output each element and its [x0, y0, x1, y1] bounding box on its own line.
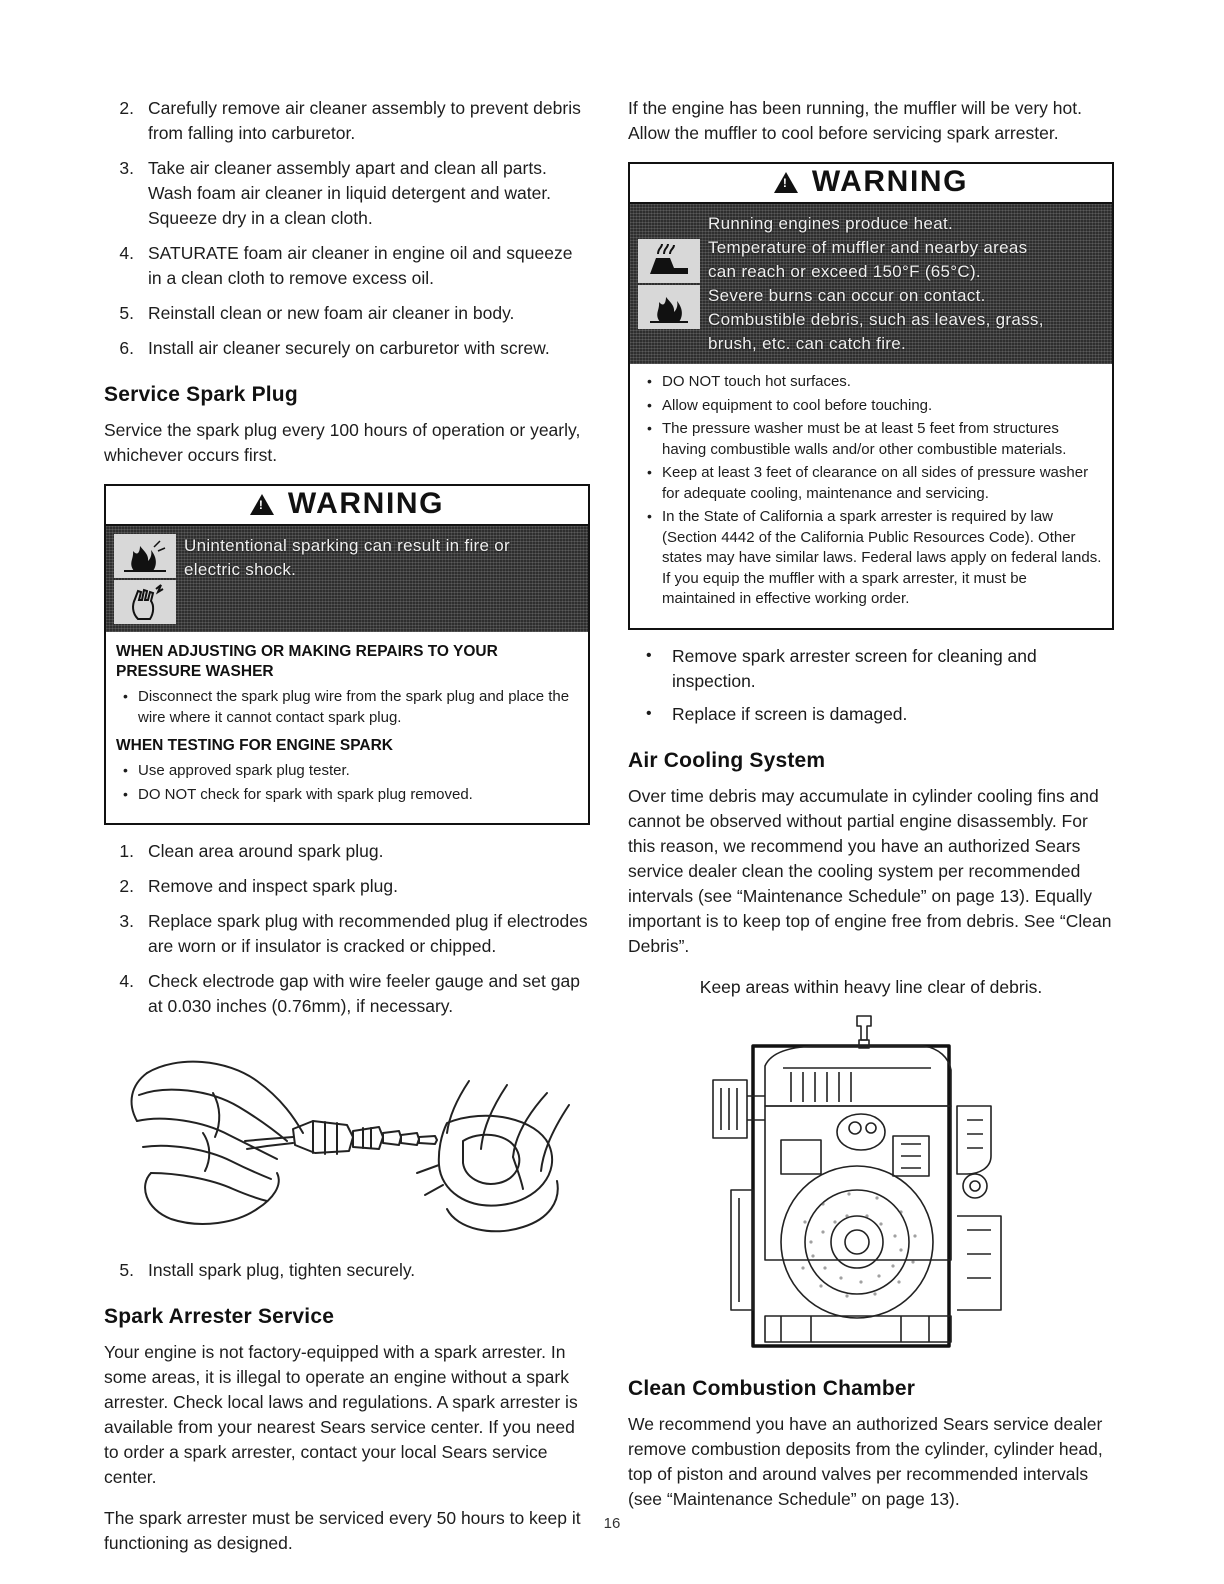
list-item — [104, 1258, 590, 1283]
warning-body — [630, 364, 1112, 628]
warning-dark-panel — [630, 204, 1112, 364]
list-item — [104, 839, 590, 864]
step-text: Replace spark plug with recommended plug if electrodes are worn or if insulator is cracked or chipped. — [148, 911, 588, 956]
step-text: Clean area around spark plug. — [148, 841, 384, 861]
list-item: • Keep at least 3 feet of clearance on all sides of pressure washer for adequate cooling, maintenance and servicing. — [640, 463, 1102, 504]
arrester-bullets — [628, 644, 1114, 727]
warning-subhead-testing: WHEN TESTING FOR ENGINE SPARK — [116, 737, 394, 754]
warning-subhead-adjusting: WHEN ADJUSTING OR MAKING REPAIRS TO YOUR PRESSURE WASHER — [116, 643, 498, 680]
warning-icon-column — [106, 532, 184, 626]
warning-icon-column — [630, 210, 708, 358]
list-item — [104, 156, 590, 231]
step-text: SATURATE foam air cleaner in engine oil and squeeze in a clean cloth to remove excess oil. — [148, 243, 573, 288]
fire-icon — [638, 285, 700, 329]
list-item — [104, 241, 590, 291]
warning-line: Unintentional sparking can result in fire or — [184, 536, 510, 555]
step-number: 3. — [119, 158, 134, 178]
step-text: Check electrode gap with wire feeler gauge and set gap at 0.030 inches (0.76mm), if necessary. — [148, 971, 580, 1016]
warning-box-spark — [104, 484, 590, 825]
list-item: • In the State of California a spark arrester is required by law (Section 4442 of the California Public Resources Code). Other states may have similar laws. Federal laws apply on federal lands. If you equip the muffler with a spark arrester, it must be maintained in effective working order. — [640, 507, 1102, 610]
step-text: Remove and inspect spark plug. — [148, 876, 398, 896]
list-item: • Allow equipment to cool before touching. — [640, 396, 1102, 417]
list-item: • Use approved spark plug tester. — [116, 761, 578, 782]
clean-combustion-paragraph: We recommend you have an authorized Sears service dealer remove combustion deposits from the cylinder, cylinder head, top of piston and around valves per recommended intervals (see “Maintenance Schedule” on page 13). — [628, 1413, 1103, 1509]
fire-icon — [114, 534, 176, 578]
muffler-intro-paragraph: If the engine has been running, the muffler will be very hot. Allow the muffler to cool before servicing spark arrester. — [628, 98, 1082, 143]
service-spark-plug-intro: Service the spark plug every 100 hours of operation or yearly, whichever occurs first. — [104, 420, 581, 465]
list-item — [104, 969, 590, 1019]
warning-line: Severe burns can occur on contact. — [708, 286, 986, 305]
step-number: 2. — [119, 876, 134, 896]
warning-body — [106, 632, 588, 823]
spark-plug-steps — [104, 839, 590, 1019]
list-item: • Disconnect the spark plug wire from the spark plug and place the wire where it cannot contact spark plug. — [116, 687, 578, 728]
heading-spark-arrester-service: Spark Arrester Service — [104, 1305, 335, 1328]
step-text: Install spark plug, tighten securely. — [148, 1260, 416, 1280]
warning-title-bar — [106, 486, 588, 526]
step-number: 5. — [119, 1260, 134, 1280]
step-number: 6. — [119, 338, 134, 358]
spark-plug-feeler-gauge-illustration — [104, 1033, 590, 1248]
list-item — [104, 301, 590, 326]
list-item: • Replace if screen is damaged. — [628, 702, 1114, 727]
page-number: 16 — [603, 1515, 621, 1532]
warning-bullets-adjusting — [116, 687, 578, 728]
warning-title-bar — [630, 164, 1112, 204]
step-number: 5. — [119, 303, 134, 323]
air-cleaner-steps — [104, 96, 590, 361]
alert-triangle-icon — [774, 172, 798, 193]
step-number: 3. — [119, 911, 134, 931]
electric-shock-hand-icon — [114, 580, 176, 624]
list-item — [104, 874, 590, 899]
heading-air-cooling-system: Air Cooling System — [628, 748, 826, 772]
air-cooling-paragraph: Over time debris may accumulate in cylinder cooling fins and cannot be observed without partial engine disassembly. For this reason, we recommend you have an authorized Sears service dealer clean the cooling system per recommended intervals (see “Maintenance Schedule” on page 13). Equally important is to keep top of engine free from debris. See “Clean Debris”. — [628, 785, 1112, 956]
list-item: • Remove spark arrester screen for cleaning and inspection. — [628, 644, 1114, 694]
hot-surface-icon — [638, 239, 700, 283]
list-item — [104, 96, 590, 146]
alert-triangle-icon — [250, 494, 274, 515]
air-cooling-caption: Keep areas within heavy line clear of debris. — [699, 976, 1043, 997]
list-item — [104, 909, 590, 959]
warning-line: brush, etc. can catch fire. — [708, 334, 907, 353]
step-text: Install air cleaner securely on carburetor with screw. — [148, 338, 550, 358]
warning-bullets-testing — [116, 761, 578, 805]
list-item: • The pressure washer must be at least 5 feet from structures having combustible walls and/or other combustible materials. — [640, 419, 1102, 460]
warning-dark-text — [708, 210, 1112, 358]
step-number: 2. — [119, 98, 134, 118]
warning-line: electric shock. — [184, 560, 297, 579]
warning-line: Running engines produce heat. — [708, 214, 953, 233]
warning-label: WARNING — [811, 165, 969, 198]
heading-clean-combustion-chamber: Clean Combustion Chamber — [628, 1376, 916, 1400]
right-column — [628, 96, 1114, 1572]
warning-dark-text — [184, 532, 588, 626]
heading-service-spark-plug: Service Spark Plug — [104, 383, 298, 406]
spark-arrester-paragraph-2: The spark arrester must be serviced every 50 hours to keep it functioning as designed. — [104, 1508, 581, 1553]
list-item — [104, 336, 590, 361]
warning-label: WARNING — [287, 487, 445, 520]
warning-box-muffler — [628, 162, 1114, 630]
warning-line: can reach or exceed 150°F (65°C). — [708, 262, 981, 281]
list-item: • DO NOT check for spark with spark plug removed. — [116, 785, 578, 806]
step-number: 4. — [119, 243, 134, 263]
step-text: Carefully remove air cleaner assembly to prevent debris from falling into carburetor. — [148, 98, 581, 143]
step-text: Reinstall clean or new foam air cleaner in body. — [148, 303, 515, 323]
warning-line: Combustible debris, such as leaves, grass, — [708, 310, 1044, 329]
list-item: • DO NOT touch hot surfaces. — [640, 372, 1102, 393]
step-text: Take air cleaner assembly apart and clean all parts. Wash foam air cleaner in liquid detergent and water. Squeeze dry in a clean cloth. — [148, 158, 552, 228]
warning-line: Temperature of muffler and nearby areas — [708, 238, 1028, 257]
step-number: 4. — [119, 971, 134, 991]
warning-dark-panel — [106, 526, 588, 632]
step-number: 1. — [119, 841, 134, 861]
two-column-layout — [104, 96, 1114, 1572]
warning-bullets-muffler — [640, 372, 1102, 610]
left-column — [104, 96, 590, 1572]
spark-plug-steps-after — [104, 1258, 590, 1283]
engine-cooling-area-illustration — [628, 1010, 1114, 1355]
spark-arrester-paragraph-1: Your engine is not factory-equipped with a spark arrester. In some areas, it is illegal to operate an engine without a spark arrester. Check local laws and regulations. A spark arrester is available from your nearest Sears service center. If you need to order a spark arrester, contact your local Sears service center. — [104, 1342, 578, 1487]
